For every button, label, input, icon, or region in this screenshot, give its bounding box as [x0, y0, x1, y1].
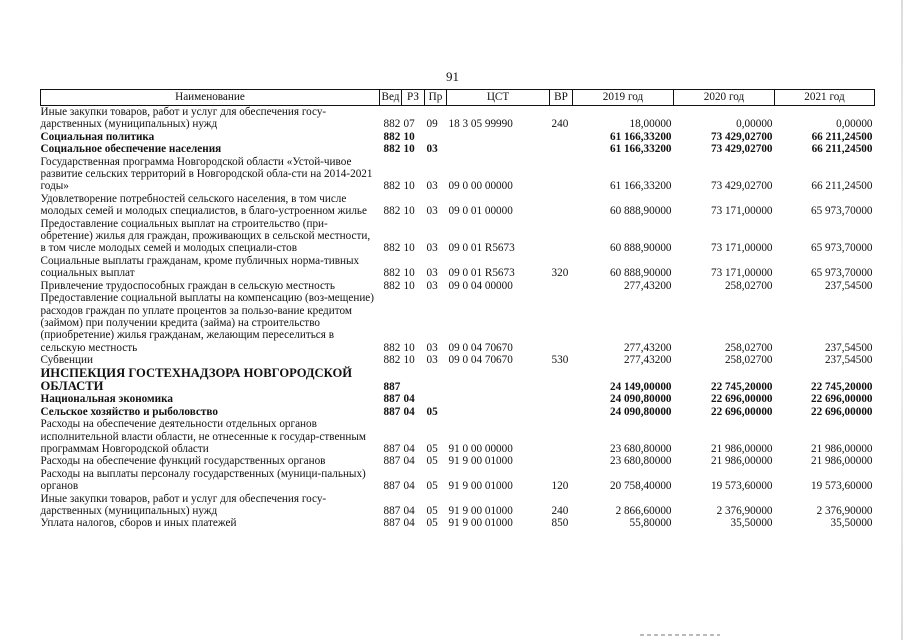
row-2019: 18,00000 [629, 118, 672, 131]
row-ved: 882 [383, 242, 401, 255]
row-pr: 05 [426, 517, 438, 530]
row-rz: 10 [403, 180, 415, 193]
row-pr: 09 [426, 118, 438, 131]
row-pr [425, 131, 447, 143]
table-row [41, 131, 875, 143]
row-2019: 20 758,40000 [609, 480, 672, 493]
row-2021: 21 986,00000 [810, 442, 873, 455]
row-2019: 61 166,33200 [609, 143, 672, 156]
row-name: Сельское хозяйство и рыболовство [40, 405, 218, 418]
scan-artifact [640, 634, 720, 636]
row-2021: 66 211,24500 [811, 130, 873, 143]
row-rz: 04 [403, 480, 415, 493]
row-rz: 07 [403, 118, 415, 131]
row-2021: 2 376,90000 [816, 505, 873, 517]
header-rz: РЗ [402, 90, 425, 106]
row-cst [447, 143, 550, 155]
row-cst: 09 0 01 R5673 [448, 267, 515, 280]
row-ved: 882 [383, 180, 401, 193]
row-pr: 03 [426, 341, 438, 354]
header-name: Наименование [41, 90, 380, 106]
row-cst [447, 393, 550, 405]
row-rz: 10 [403, 205, 415, 218]
table-body [41, 106, 875, 530]
row-2021: 237,54500 [824, 341, 873, 354]
row-name: ИНСПЕКЦИЯ ГОСТЕХНАДЗОРА НОВГОРОДСКОЙ ОБЛАСТИ [40, 365, 353, 393]
row-ved: 882 [383, 118, 401, 131]
row-2021: 65 973,70000 [810, 242, 873, 255]
row-vr [550, 393, 573, 405]
row-2020: 22 696,00000 [710, 405, 773, 418]
page-number: 91 [446, 69, 459, 84]
row-pr: 03 [426, 143, 438, 156]
row-2019: 23 680,80000 [609, 455, 672, 468]
row-vr: 240 [551, 118, 569, 131]
row-2021: 237,54500 [824, 354, 873, 367]
table-row [41, 255, 875, 280]
row-name: Субвенции [40, 354, 93, 367]
table-header [41, 90, 875, 106]
row-2021: 22 696,00000 [810, 393, 873, 406]
row-vr [550, 292, 573, 354]
row-2019: 277,43200 [623, 341, 672, 354]
row-cst: 18 3 05 99990 [448, 118, 513, 131]
row-name: Социальные выплаты гражданам, кроме публичных норма-тивных социальных выплат [40, 254, 360, 280]
row-2020: 22 745,20000 [710, 380, 773, 393]
row-ved: 882 [383, 205, 401, 218]
row-2020: 73 171,00000 [710, 242, 773, 255]
row-2020: 73 429,02700 [710, 130, 773, 143]
table-row [41, 418, 875, 455]
row-vr [550, 418, 573, 455]
row-cst: 09 0 04 70670 [448, 341, 513, 354]
row-2019: 24 149,00000 [609, 380, 672, 393]
row-2020: 73 429,02700 [710, 143, 773, 156]
row-2021: 22 696,00000 [810, 405, 873, 418]
row-vr [550, 367, 573, 394]
header-cst: ЦСТ [447, 90, 550, 106]
row-2021: 66 211,24500 [811, 143, 873, 156]
table-row [41, 468, 875, 493]
row-2021: 65 973,70000 [810, 267, 873, 280]
row-cst: 91 9 00 01000 [448, 517, 513, 530]
row-pr [425, 393, 447, 405]
header-ved: Вед [380, 90, 402, 106]
row-pr: 03 [426, 267, 438, 280]
row-2020: 21 986,00000 [710, 442, 773, 455]
row-vr [550, 193, 573, 218]
row-vr [550, 280, 573, 292]
row-ved: 887 [383, 517, 401, 530]
row-cst [447, 406, 550, 418]
row-pr: 03 [426, 180, 438, 193]
row-cst: 09 0 04 00000 [448, 279, 513, 292]
row-vr [550, 143, 573, 155]
row-2021: 19 573,60000 [810, 480, 873, 493]
row-2021: 65 973,70000 [810, 205, 873, 218]
row-rz: 04 [403, 455, 415, 468]
row-2019: 61 166,33200 [609, 130, 672, 143]
header-vr: ВР [550, 90, 573, 106]
row-2019: 24 090,80000 [609, 405, 672, 418]
table-row [41, 292, 875, 354]
row-2021: 66 211,24500 [811, 180, 873, 193]
scan-edge-shadow [901, 0, 903, 640]
row-rz: 10 [403, 341, 415, 354]
row-rz: 10 [403, 242, 415, 255]
row-2020: 258,02700 [724, 279, 773, 292]
row-name: Государственная программа Новгородской области «Устой-чивое развитие сельских территорий в Новгородской обла-сти на 2014-2021 годы» [40, 155, 373, 193]
row-cst [447, 131, 550, 143]
row-cst: 09 0 00 00000 [448, 180, 513, 193]
row-name: Предоставление социальных выплат на строительство (при-обретение) жилья для граждан, проживающих в сельской местности, в том числе молодых семей и молодых специали-стов [40, 217, 371, 255]
budget-table [40, 89, 875, 530]
header-pr: Пр [425, 90, 447, 106]
row-pr: 03 [426, 354, 438, 367]
row-name: Привлечение трудоспособных граждан в сельскую местность [40, 279, 335, 292]
row-ved: 882 [383, 267, 401, 280]
row-vr [550, 406, 573, 418]
row-rz: 10 [403, 354, 415, 367]
row-vr: 120 [551, 480, 569, 493]
row-2019: 24 090,80000 [609, 393, 672, 406]
row-cst: 09 0 04 70670 [448, 354, 513, 367]
row-ved: 887 [383, 442, 401, 455]
row-pr: 05 [426, 442, 438, 455]
row-pr: 05 [426, 405, 438, 418]
row-cst: 91 9 00 01000 [448, 455, 513, 468]
row-2020: 258,02700 [724, 341, 773, 354]
row-vr [550, 218, 573, 255]
row-rz: 10 [403, 279, 415, 292]
row-ved: 882 [383, 341, 401, 354]
row-vr [550, 131, 573, 143]
row-name: Иные закупки товаров, работ и услуг для обеспечения госу-дарственных (муниципальных) нужд [40, 106, 327, 131]
row-2021: 237,54500 [824, 279, 873, 292]
row-name: Удовлетворение потребностей сельского населения, в том числе молодых семей и молодых специалистов, в благо-устроенном жилье [40, 192, 367, 218]
row-name: Социальная политика [40, 130, 155, 143]
row-name: Расходы на обеспечение деятельности отдельных органов исполнительной власти области, не отнесенные к государ-ственным программам Новгородской области [40, 418, 367, 455]
table-row [41, 218, 875, 255]
row-rz: 10 [403, 130, 415, 143]
row-name: Расходы на выплаты персоналу государственных (муници-пальных) органов [40, 467, 366, 493]
row-name: Иные закупки товаров, работ и услуг для обеспечения госу-дарственных (муниципальных) нужд [40, 492, 327, 517]
row-2019: 61 166,33200 [609, 180, 672, 193]
row-rz: 04 [403, 393, 415, 406]
table-row [41, 280, 875, 292]
row-ved: 887 [383, 380, 401, 393]
row-ved: 882 [383, 130, 401, 143]
row-vr: 320 [551, 267, 569, 280]
table-row [41, 156, 875, 193]
table-row [41, 455, 875, 467]
row-2019: 2 866,60000 [615, 505, 672, 517]
row-cst: 91 9 00 01000 [448, 480, 513, 493]
row-vr: 530 [551, 354, 569, 367]
row-2019: 277,43200 [623, 279, 672, 292]
row-pr: 05 [426, 455, 438, 468]
table-row [41, 393, 875, 405]
row-name: Предоставление социальной выплаты на компенсацию (воз-мещение) расходов граждан по уплате процентов за пользо-вание кредитом (займом) при получении кредита (займа) на строительство (приобретение) жилья гражданам, желающим переселиться в сельскую местность [40, 292, 374, 354]
row-2020: 73 171,00000 [710, 205, 773, 218]
header-2019: 2019 год [573, 90, 674, 106]
row-cst: 09 0 01 00000 [448, 205, 513, 218]
row-ved: 887 [383, 505, 401, 517]
row-ved: 887 [383, 455, 401, 468]
table-row [41, 493, 875, 518]
row-vr: 850 [551, 517, 569, 530]
row-rz: 04 [403, 505, 415, 517]
row-pr: 05 [426, 480, 438, 493]
table-row [41, 106, 875, 131]
table-row [41, 143, 875, 155]
row-pr: 03 [426, 205, 438, 218]
row-2019: 23 680,80000 [609, 442, 672, 455]
row-2021: 0,00000 [836, 118, 873, 131]
row-pr [425, 367, 447, 394]
row-2019: 60 888,90000 [609, 242, 672, 255]
row-cst [447, 367, 550, 394]
row-rz [402, 367, 425, 394]
row-pr: 03 [426, 242, 438, 255]
row-2020: 21 986,00000 [710, 455, 773, 468]
row-2020: 2 376,90000 [716, 505, 773, 517]
row-ved: 882 [383, 279, 401, 292]
row-vr [550, 156, 573, 193]
table-row [41, 367, 875, 394]
row-rz: 10 [403, 143, 415, 156]
row-2020: 258,02700 [724, 354, 773, 367]
row-ved: 887 [383, 480, 401, 493]
header-2020: 2020 год [674, 90, 775, 106]
header-2021: 2021 год [775, 90, 875, 106]
row-rz: 04 [403, 517, 415, 530]
row-rz: 04 [403, 405, 415, 418]
row-ved: 882 [383, 143, 401, 156]
row-2019: 60 888,90000 [609, 205, 672, 218]
row-2021: 21 986,00000 [810, 455, 873, 468]
row-2021: 35,50000 [830, 517, 873, 530]
row-cst: 09 0 01 R5673 [448, 242, 515, 255]
row-2020: 73 171,00000 [710, 267, 773, 280]
row-rz: 10 [403, 267, 415, 280]
row-2019: 55,80000 [629, 517, 672, 530]
row-2019: 60 888,90000 [609, 267, 672, 280]
row-cst: 91 9 00 01000 [448, 505, 513, 517]
row-ved: 887 [383, 393, 401, 406]
row-vr: 240 [551, 505, 569, 517]
row-name: Социальное обеспечение населения [40, 143, 222, 156]
row-pr: 03 [426, 279, 438, 292]
row-2019: 277,43200 [623, 354, 672, 367]
row-name: Уплата налогов, сборов и иных платежей [40, 517, 237, 530]
row-2021: 22 745,20000 [810, 380, 873, 393]
row-ved: 882 [383, 354, 401, 367]
table-row [41, 193, 875, 218]
table-row [41, 517, 875, 529]
row-vr [550, 455, 573, 467]
row-2020: 35,50000 [730, 517, 773, 530]
row-rz: 04 [403, 442, 415, 455]
row-2020: 73 429,02700 [710, 180, 773, 193]
row-name: Национальная экономика [40, 393, 173, 406]
row-pr: 05 [426, 505, 438, 517]
table-row [41, 406, 875, 418]
row-ved: 887 [383, 405, 401, 418]
row-2020: 19 573,60000 [710, 480, 773, 493]
table-row [41, 354, 875, 366]
row-2020: 0,00000 [736, 118, 773, 131]
row-2020: 22 696,00000 [710, 393, 773, 406]
row-name: Расходы на обеспечение функций государственных органов [40, 455, 326, 468]
row-cst: 91 0 00 00000 [448, 442, 513, 455]
